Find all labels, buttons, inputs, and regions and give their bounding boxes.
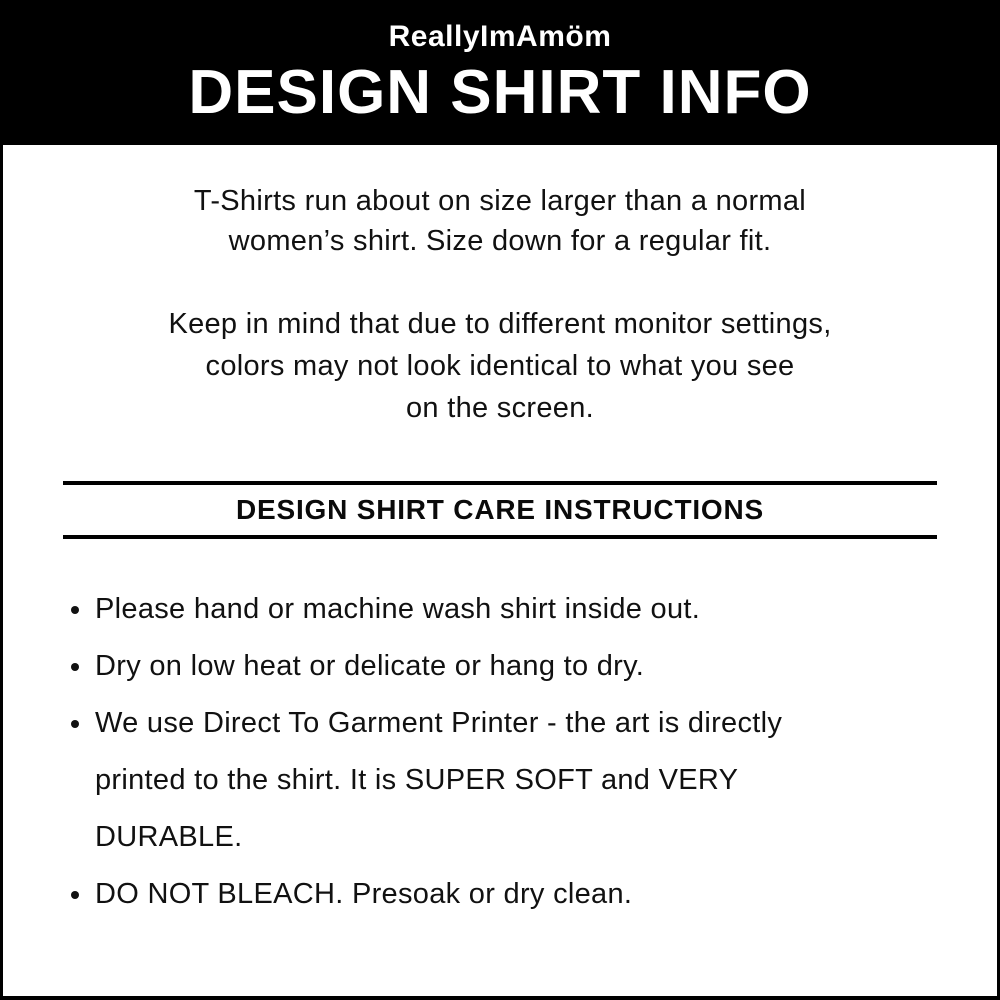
bullet-icon [71, 663, 79, 671]
info-body [3, 145, 997, 923]
bullet-icon [71, 891, 79, 899]
care-item-dry [95, 638, 937, 695]
care-item-printing [95, 695, 937, 866]
care-item-bleach-line-1: DO NOT BLEACH. Presoak or dry clean. [95, 878, 633, 910]
divider-bottom [63, 535, 937, 539]
care-item-wash [95, 581, 937, 638]
care-heading: DESIGN SHIRT CARE INSTRUCTIONS [235, 494, 765, 525]
care-item-printing-line-2: printed to the shirt. It is SUPER SOFT and VERY [95, 764, 739, 796]
care-section [3, 481, 997, 923]
sizing-note-line-1: T-Shirts run about on size larger than a normal [193, 185, 807, 217]
bullet-icon [71, 606, 79, 614]
monitor-note-line-1: Keep in mind that due to different monitor settings, [168, 308, 832, 340]
bullet-icon [71, 720, 79, 728]
care-item-printing-line-1: We use Direct To Garment Printer - the art is directly [95, 707, 783, 739]
sizing-note-line-2: women’s shirt. Size down for a regular fit. [228, 225, 772, 257]
monitor-note-line-2: colors may not look identical to what you see [205, 350, 795, 382]
care-list [95, 581, 937, 923]
care-item-bleach [95, 866, 937, 923]
monitor-note-line-3: on the screen. [406, 392, 594, 424]
sizing-note [3, 181, 997, 261]
page-title: DESIGN SHIRT INFO [188, 58, 812, 127]
header [3, 0, 997, 145]
care-item-wash-line-1: Please hand or machine wash shirt inside out. [95, 593, 701, 625]
monitor-note [3, 303, 997, 429]
care-item-printing-line-3: DURABLE. [95, 821, 243, 853]
brand-logo: ReallyImAmöm [388, 20, 612, 53]
care-item-dry-line-1: Dry on low heat or delicate or hang to dry. [95, 650, 645, 682]
